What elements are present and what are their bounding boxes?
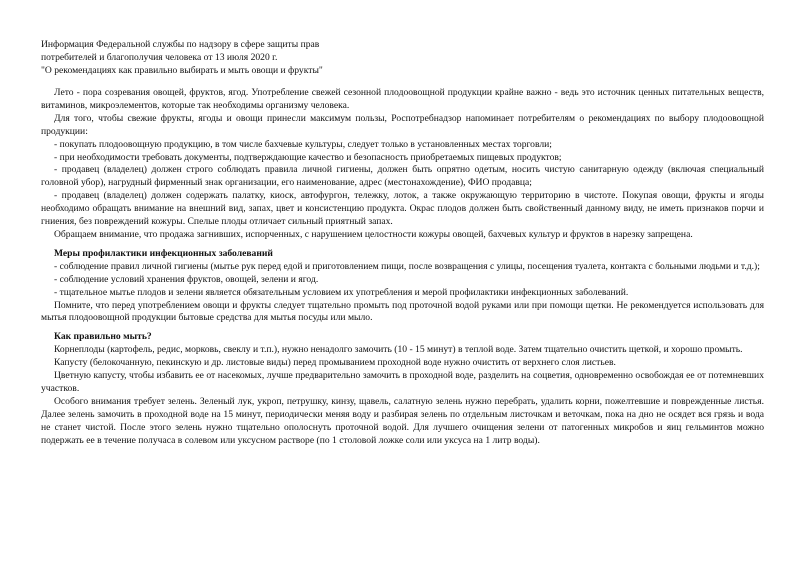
intro-paragraph: Для того, чтобы свежие фрукты, ягоды и овощи принесли максимум пользы, Роспотребнадзор напоминает потребителям о рекомендациях по выбору плодоовощной продукции: [41,112,764,137]
washing-paragraph: Корнеплоды (картофель, редис, морковь, свеклу и т.п.), нужно ненадолго замочить (10 - 15 минут) в теплой воде. Затем тщательно очистить щеткой, и хорошо промыть. [54,344,743,356]
prevention-list-item: - соблюдение условий хранения фруктов, овощей, зелени и ягод. [54,273,319,285]
document-body [41,87,764,447]
intro-paragraph: Лето - пора созревания овощей, фруктов, ягод. Употребление свежей сезонной плодоовощной продукции крайне важно - ведь это источник ценных питательных веществ, витаминов, микроэлементов, которые так необходимы организму человека. [41,87,764,111]
section-heading-prevention: Меры профилактики инфекционных заболеваний [54,247,273,259]
intro-list-item: - покупать плодоовощную продукцию, в том числе бахчевые культуры, следует только в установленных местах торговли; [54,138,552,150]
document-header [41,39,421,78]
header-line-1: Информация Федеральной службы по надзору в сфере защиты прав [41,39,320,50]
header-line-2: потребителей и благополучия человека от 13 июля 2020 г. [41,51,278,63]
intro-paragraph: Обращаем внимание, что продажа загнивших, испорченных, с нарушением целостности кожуры овощей, бахчевых культур и фруктов в нарезку запрещена. [54,228,693,240]
washing-paragraph: Цветную капусту, чтобы избавить ее от насекомых, лучше предварительно замочить в проходной воде, разделить на соцветия, одновременно освобождая ее от потемневших участков. [41,370,764,394]
section-heading-washing: Как правильно мыть? [54,331,152,343]
prevention-list-item: - соблюдение правил личной гигиены (мытье рук перед едой и приготовлением пищи, после возвращения с улицы, посещения туалета, контакта с больными людьми и т.д.); [54,260,760,272]
washing-paragraph: Особого внимания требует зелень. Зеленый лук, укроп, петрушку, кинзу, щавель, салатную зелень нужно перебрать, удалить корни, пожелтевшие и поврежденные листья. Далее зелень замочить в проходной воде на 15 минут, периодически меняя воду и разбирая зелень по отдельным листочкам и веточкам, пока на дно не осядет вся грязь и вода не станет чистой. После этого зелень нужно тщательно ополоснуть проточной водой. Для лучшего очищения зелени от патогенных микробов и яиц гельминтов можно подержать ее в течение получаса в солевом или уксусном растворе (по 1 столовой ложке соли или уксуса на 1 литр воды). [41,395,764,446]
header-line-3: "О рекомендациях как правильно выбирать и мыть овощи и фрукты" [41,64,323,76]
intro-list-item: - продавец (владелец) должен строго соблюдать правила личной гигиены, должен быть опрятно одетым, носить чистую санитарную одежду (включая специальный головной убор), нагрудный фирменный знак организации, его наименование, адрес (местонахождение), ФИО продавца; [41,164,764,189]
intro-list-item: - продавец (владелец) должен содержать палатку, киоск, автофургон, тележку, лоток, а также окружающую территорию в чистоте. Покупая овощи, фрукты и ягоды необходимо обращать внимание на внешний вид, запах, цвет и консистенцию продукта. Окрас плодов должен быть свойственный данному виду, не иметь признаков порчи и гниения, без повреждений кожуры. Спелые плоды отличает сильный приятный запах. [41,190,764,228]
prevention-list-item: - тщательное мытье плодов и зелени является обязательным условием их употребления и мерой профилактики инфекционных заболеваний. [54,286,629,298]
prevention-paragraph: Помните, что перед употреблением овощи и фрукты следует тщательно промыть под проточной водой руками или при помощи щетки. Не рекомендуется использовать для мытья плодоовощной продукции бытовые средства для мытья посуды или мыло. [41,299,764,324]
washing-paragraph: Капусту (белокочанную, пекинскую и др. листовые виды) перед промыванием проходной воде нужно очистить от верхнего слоя листьев. [54,357,616,369]
intro-list-item: - при необходимости требовать документы, подтверждающие качество и безопасность приобретаемых пищевых продуктов; [54,151,562,163]
